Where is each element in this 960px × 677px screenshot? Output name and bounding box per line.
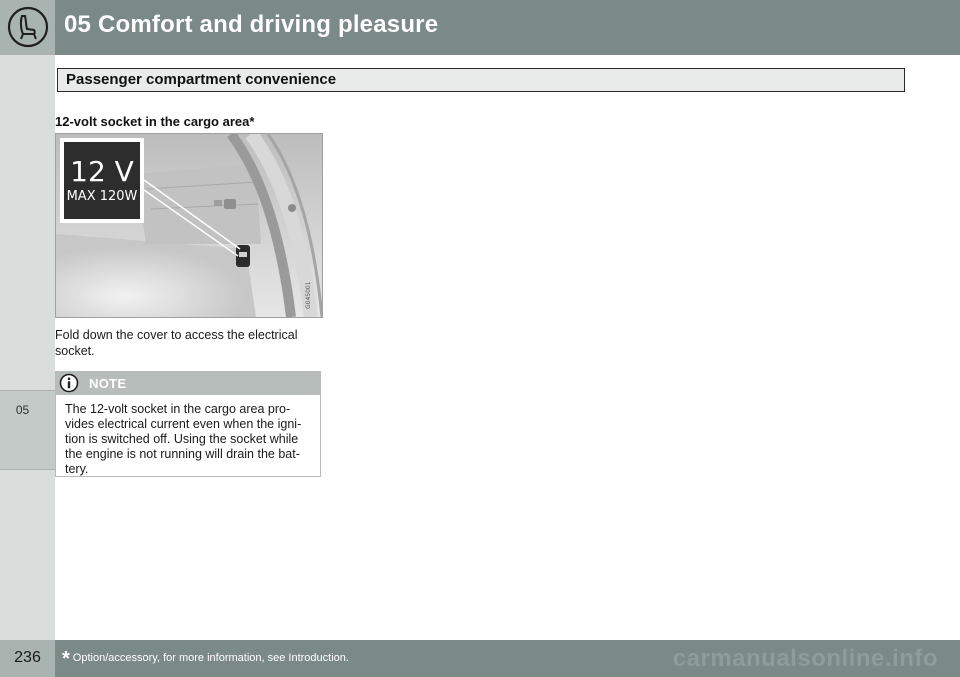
chapter-side-tab[interactable] (0, 390, 55, 470)
section-title: Passenger compartment convenience (66, 71, 337, 88)
page-number: 236 (14, 649, 41, 666)
chapter-icon-box (0, 0, 55, 55)
article-heading: 12-volt socket in the cargo area* (55, 114, 255, 129)
footnote-text: Option/accessory, for more information, see Introduction. (72, 652, 349, 664)
footnote-mark: * (62, 648, 70, 670)
chapter-title: 05 Comfort and driving pleasure (64, 11, 439, 38)
info-icon (59, 373, 79, 393)
section-bar (57, 68, 905, 92)
side-tab-label: 05 (15, 403, 30, 417)
voltage-label: 12 V (70, 155, 134, 188)
max-power-label: MAX 120W (66, 189, 138, 204)
watermark: carmanualsonline.info (672, 645, 938, 672)
figure-code: G045001 (305, 281, 312, 309)
cargo-socket-figure (55, 133, 323, 318)
page-footer (0, 640, 960, 677)
seat-icon (7, 6, 49, 48)
note-header (56, 372, 320, 395)
article-body: Fold down the cover to access the electrical socket. (55, 328, 298, 358)
note-box (55, 371, 321, 477)
side-strip (0, 55, 55, 640)
cargo-illustration (56, 134, 322, 317)
page-number-box (0, 640, 55, 677)
note-text: The 12-volt socket in the cargo area pro-vides electrical current even when the igni-tion is switched off. Using the socket while the engine is not running will drain the bat-tery. (65, 402, 302, 476)
note-title: NOTE (89, 376, 127, 391)
chapter-header (0, 0, 960, 55)
footnote (62, 648, 349, 671)
